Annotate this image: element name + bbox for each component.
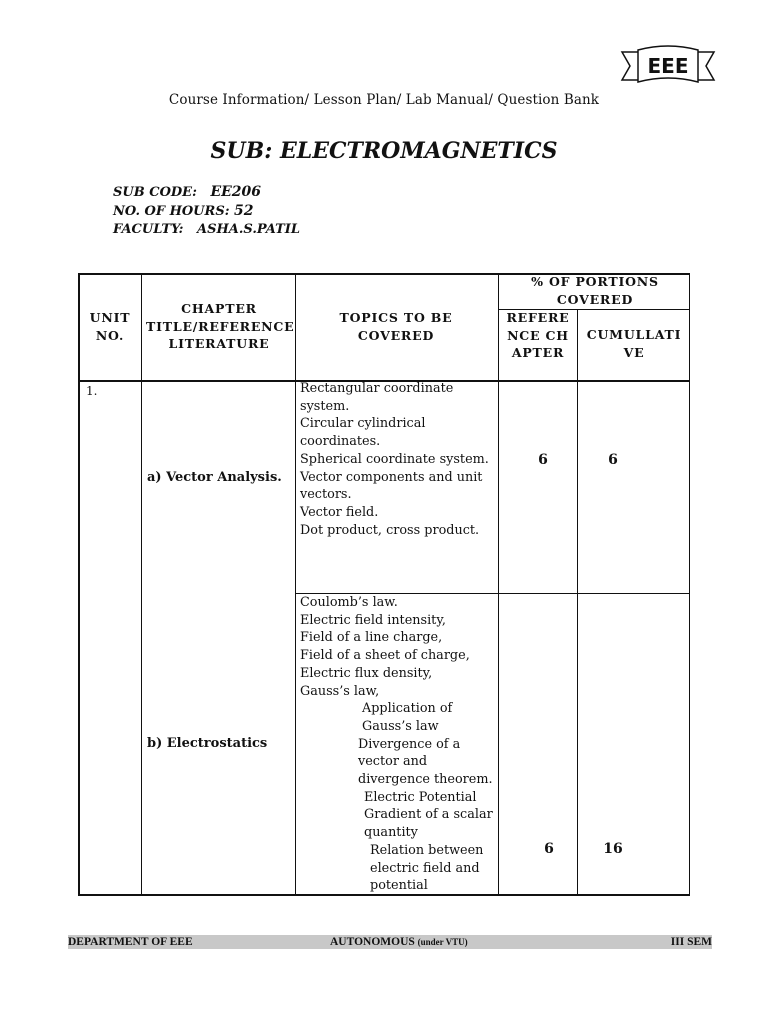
header-topics: TOPICS TO BE COVERED xyxy=(339,310,453,343)
eee-banner-icon xyxy=(620,40,716,90)
topic-item: Circular cylindrical coordinates. xyxy=(300,416,426,450)
topic-item: Vector components and unit vectors. xyxy=(300,469,483,503)
topics-vector-analysis xyxy=(300,380,496,539)
topic-item: Application of Gauss’s law xyxy=(362,701,453,734)
topic-item: Field of a sheet of charge, xyxy=(300,648,470,664)
footer-autonomous-label: AUTONOMOUS xyxy=(330,936,415,948)
topic-item: Electric Potential xyxy=(364,789,477,805)
eee-logo xyxy=(620,40,716,90)
sub-code-value: EE206 xyxy=(210,184,262,200)
hours-row xyxy=(113,202,300,221)
unit-number: 1. xyxy=(86,384,98,398)
topic-item: Coulomb’s law. xyxy=(300,595,398,610)
faculty-value: ASHA.S.PATIL xyxy=(197,222,300,237)
chapter-vector-analysis: a) Vector Analysis. xyxy=(147,470,282,485)
reference-chapter-b: 6 xyxy=(544,841,554,857)
faculty-row xyxy=(113,221,300,239)
hours-label: NO. OF HOURS: xyxy=(113,204,230,219)
header-reference: REFERENCE CHAPTER xyxy=(506,310,570,361)
sub-code-label: SUB CODE: xyxy=(113,185,197,200)
header-portions: % OF PORTIONS COVERED xyxy=(531,274,659,307)
topic-item: Divergence of a vector and divergence theorem. xyxy=(358,736,493,788)
cumulative-a: 6 xyxy=(608,452,618,468)
topic-item: Gradient of a scalar quantity xyxy=(364,807,493,841)
footer-autonomous xyxy=(330,935,468,949)
lesson-plan-table xyxy=(78,273,690,895)
reference-chapter-a: 6 xyxy=(538,452,548,468)
topic-item: Electric field intensity, xyxy=(300,612,446,628)
logo-text: EEE xyxy=(647,54,689,78)
header-chapter: CHAPTER TITLE/REFERENCE LITERATURE xyxy=(146,301,295,352)
topic-item: Dot product, cross product. xyxy=(300,522,480,538)
topic-item: Vector field. xyxy=(300,504,379,520)
cumulative-b: 16 xyxy=(603,841,623,857)
footer-department: DEPARTMENT OF EEE xyxy=(68,936,193,948)
hours-value: 52 xyxy=(234,203,254,219)
topics-electrostatics xyxy=(300,594,496,895)
faculty-label: FACULTY: xyxy=(113,222,184,237)
footer-bar xyxy=(68,935,712,949)
header-unit-no: UNIT NO. xyxy=(89,310,131,343)
footer-under-vtu: (under VTU) xyxy=(417,937,468,947)
topic-item: Electric flux density, xyxy=(300,665,433,681)
topic-item: Gauss’s law, xyxy=(300,683,380,699)
sub-code-row xyxy=(113,183,300,202)
chapter-electrostatics: b) Electrostatics xyxy=(147,736,268,751)
topic-item: Spherical coordinate system. xyxy=(300,451,489,467)
header-line: Course Information/ Lesson Plan/ Lab Manual/ Question Bank xyxy=(168,92,600,108)
header-cumulative: CUMULLATIVE xyxy=(586,327,682,360)
footer-semester: III SEM xyxy=(670,936,712,948)
page-title: SUB: ELECTROMAGNETICS xyxy=(210,138,558,164)
topic-item: Field of a line charge, xyxy=(300,630,443,646)
topic-item: Rectangular coordinate system. xyxy=(300,381,454,414)
subject-meta xyxy=(113,183,300,239)
topic-item: Relation between electric field and potential xyxy=(370,842,484,894)
